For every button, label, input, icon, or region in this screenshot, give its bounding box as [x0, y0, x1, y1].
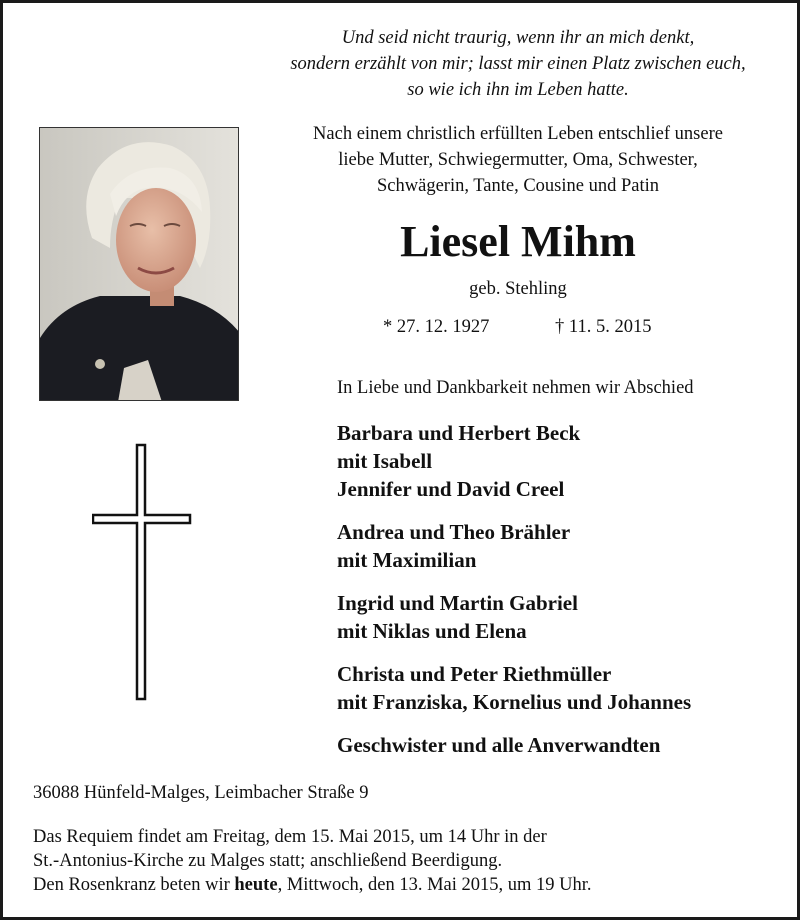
mourner-group: [337, 518, 787, 574]
quote-line: sondern erzählt von mir; lasst mir einen Platz zwischen euch,: [290, 54, 746, 74]
intro-line: Schwägerin, Tante, Cousine und Patin: [377, 176, 659, 196]
notice-text: Den Rosenkranz beten wir: [33, 875, 235, 895]
mourners-list: [337, 419, 787, 774]
mourner-group: [337, 419, 787, 503]
portrait-photo: [39, 127, 239, 401]
death-date: † 11. 5. 2015: [555, 317, 652, 337]
mourner-line: mit Franziska, Kornelius und Johannes: [337, 690, 692, 714]
portrait-image: [40, 128, 239, 401]
mourner-line: Geschwister und alle Anverwandten: [337, 733, 661, 757]
birth-date: * 27. 12. 1927: [383, 317, 490, 337]
mourner-line: mit Maximilian: [337, 548, 477, 572]
mourner-line: Jennifer und David Creel: [337, 477, 565, 501]
quote-line: Und seid nicht traurig, wenn ihr an mich denkt,: [341, 28, 695, 48]
intro-line: liebe Mutter, Schwiegermutter, Oma, Schwester,: [338, 150, 698, 170]
mourner-line: Andrea und Theo Brähler: [337, 520, 571, 544]
notice-emphasis: heute: [234, 875, 278, 895]
notice-text: , Mittwoch, den 13. Mai 2015, um 19 Uhr.: [277, 875, 592, 895]
intro-line: Nach einem christlich erfüllten Leben entschlief unsere: [313, 124, 723, 144]
intro-text: [263, 121, 773, 199]
mourner-line: Ingrid und Martin Gabriel: [337, 591, 578, 615]
mourner-line: mit Isabell: [337, 449, 433, 473]
farewell-line: In Liebe und Dankbarkeit nehmen wir Abschied: [337, 378, 694, 398]
mourner-group: [337, 660, 787, 716]
quote-line: so wie ich ihn im Leben hatte.: [407, 80, 629, 100]
notice-line: St.-Antonius-Kirche zu Malges statt; anschließend Beerdigung.: [33, 851, 503, 871]
notice-line: Das Requiem findet am Freitag, dem 15. Mai 2015, um 14 Uhr in der: [33, 827, 547, 847]
latin-cross-icon: [92, 443, 192, 708]
notice-line: [33, 873, 592, 897]
mourner-group: [337, 731, 787, 759]
memorial-quote: [253, 25, 783, 103]
deceased-name: Liesel Mihm: [400, 217, 636, 266]
mourner-group: [337, 589, 787, 645]
maiden-name: geb. Stehling: [469, 279, 567, 299]
mourner-line: Christa und Peter Riethmüller: [337, 662, 612, 686]
service-notice: [33, 825, 592, 897]
family-address: 36088 Hünfeld-Malges, Leimbacher Straße 9: [33, 783, 369, 803]
mourner-line: mit Niklas und Elena: [337, 619, 527, 643]
mourner-line: Barbara und Herbert Beck: [337, 421, 581, 445]
